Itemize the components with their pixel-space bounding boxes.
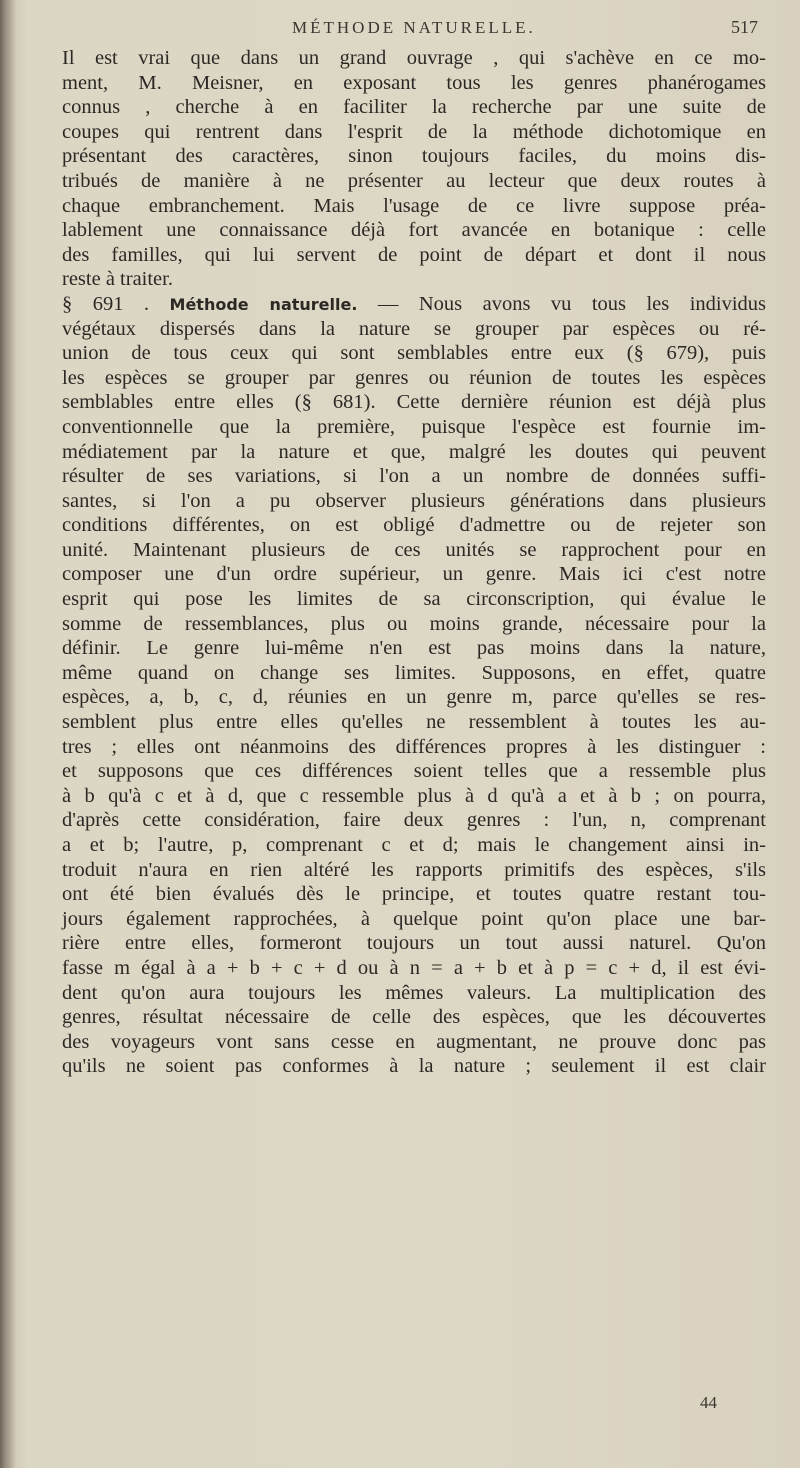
section-heading-line [62,292,766,317]
text-line: a et b; l'autre, p, comprenant c et d; mais le changement ainsi in- [62,834,766,856]
text-line: végétaux dispersés dans la nature se grouper par espèces ou ré- [62,317,766,340]
text-line: chaque embranchement. Mais l'usage de ce livre suppose préa- [62,194,766,217]
text-line: esprit qui pose les limites de sa circonscription, qui évalue le [62,588,766,611]
text-line: médiatement par la nature et que, malgré les doutes qui peuvent [62,440,766,463]
text-line: des voyageurs vont sans cesse en augmentant, ne prouve donc pas [62,1030,766,1053]
text-line: semblent plus entre elles qu'elles ne ressemblent à toutes les au- [62,711,766,734]
page-header [62,14,762,44]
text-line: unité. Maintenant plusieurs de ces unités se rapprochent pour en [62,538,766,561]
text-line: d'après cette considération, faire deux genres : l'un, n, comprenant [62,809,766,832]
text-line: présentant des caractères, sinon toujours faciles, du moins dis- [62,145,766,168]
text-line: rière entre elles, formeront toujours un tout aussi naturel. Qu'on [62,932,766,955]
text-line: union de tous ceux qui sont semblables entre eux (§ 679), puis [62,342,766,365]
text-line: et supposons que ces différences soient telles que a ressemble plus [62,760,766,783]
signature-mark: 44 [700,1393,717,1412]
text-line: à b qu'à c et à d, que c ressemble plus à d qu'à a et à b ; on pourra, [62,784,766,807]
binding-gutter-shadow [0,0,16,1468]
body-text [62,46,766,1079]
text-line: résulter de ses variations, si l'on a un nombre de données suffi- [62,465,766,488]
text-line: connus , cherche à en faciliter la recherche par une suite de [62,96,766,119]
text-line: troduit n'aura en rien altéré les rapports primitifs des espèces, s'ils [62,858,766,881]
text-line: reste à traiter. [62,268,173,291]
running-title: MÉTHODE NATURELLE. [292,18,536,37]
text-line: définir. Le genre lui-même n'en est pas moins dans la nature, [62,637,766,660]
text-line: santes, si l'on a pu observer plusieurs générations dans plusieurs [62,489,766,512]
text-line: des familles, qui lui servent de point de départ et dont il nous [62,243,766,266]
text-line: lablement une connaissance déjà fort avancée en botanique : celle [62,219,766,242]
text-line: Il est vrai que dans un grand ouvrage , qui s'achève en ce mo- [62,47,766,69]
text-line: tres ; elles ont néanmoins des différences propres à les distinguer : [62,735,766,758]
text-line: ont été bien évalués dès le principe, et toutes quatre restant tou- [62,883,766,906]
text-line: conditions différentes, on est obligé d'admettre ou de rejeter son [62,514,766,537]
text-line: coupes qui rentrent dans l'esprit de la méthode dichotomique en [62,120,766,143]
text-line: dent qu'on aura toujours les mêmes valeurs. La multiplication des [62,981,766,1004]
text-line: espèces, a, b, c, d, réunies en un genre m, parce qu'elles se res- [62,686,766,709]
text-line: somme de ressemblances, plus ou moins grande, nécessaire pour la [62,612,766,635]
text-line: genres, résultat nécessaire de celle des espèces, que les découvertes [62,1006,766,1029]
page-number: 517 [731,17,758,37]
text-line: même quand on change ses limites. Supposons, en effet, quatre [62,661,766,684]
text-line: fasse m égal à a + b + c + d ou à n = a + b et à p = c + d, il est évi- [62,956,766,979]
text-line: qu'ils ne soient pas conformes à la nature ; seulement il est clair [62,1055,766,1078]
section-number: § 691 . [62,292,150,315]
section-first-line: — Nous avons vu tous les individus [377,292,767,315]
section-heading: Méthode naturelle. [169,294,358,314]
text-line: conventionnelle que la première, puisque l'espèce est fournie im- [62,415,766,438]
text-line: jours également rapprochées, à quelque point qu'on place une bar- [62,907,766,930]
text-line: tribués de manière à ne présenter au lecteur que deux routes à [62,169,766,192]
text-line: les espèces se grouper par genres ou réunion de toutes les espèces [62,366,766,389]
text-line: semblables entre elles (§ 681). Cette dernière réunion est déjà plus [62,391,766,414]
text-line: ment, M. Meisner, en exposant tous les genres phanérogames [62,71,766,94]
text-line: composer une d'un ordre supérieur, un genre. Mais ici c'est notre [62,563,766,586]
